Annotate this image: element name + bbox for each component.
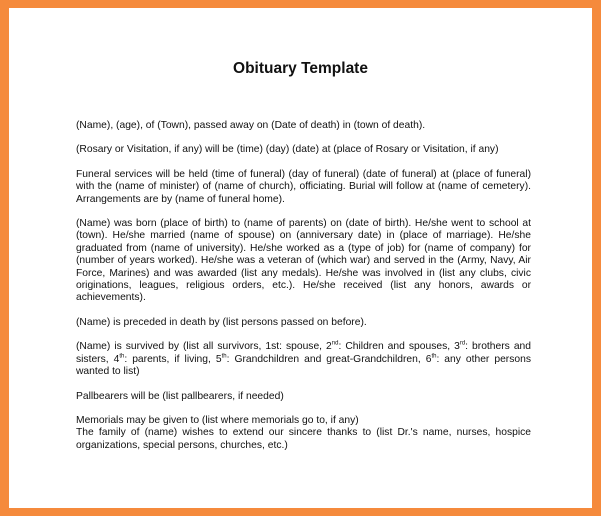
paragraph-pallbearers: Pallbearers will be (list pallbearers, if needed)	[76, 390, 284, 402]
paragraph-family-thanks: The family of (name) wishes to extend our sincere thanks to (list Dr.'s name, nurses, hospice organizations, special persons, churches, etc.)	[76, 427, 531, 451]
survivors-sup-5: th	[431, 353, 437, 360]
survivors-sup-3: th	[119, 353, 125, 360]
paragraph-preceded: (Name) is preceded in death by (list persons passed on before).	[76, 316, 367, 328]
survivors-sup-4: th	[221, 353, 227, 360]
survivors-text-3: : brothers and sisters, 4	[76, 341, 531, 365]
survivors-text-1: (Name) is survived by (list all survivors, 1st: spouse, 2	[76, 341, 332, 353]
paragraph-funeral-services: Funeral services will be held (time of funeral) (day of funeral) (date of funeral) at (place of funeral) with the (name of minister) of (name of church), officiating. Burial will follow at (name of cemetery). Arrangements are by (name of funeral home).	[76, 168, 531, 205]
paragraph-survivors	[76, 341, 531, 378]
paragraph-memorials: Memorials may be given to (list where memorials go to, if any)	[76, 414, 359, 426]
paragraph-death-notice: (Name), (age), of (Town), passed away on (Date of death) in (town of death).	[76, 120, 426, 131]
page-title: Obituary Template	[233, 60, 368, 77]
document-page	[9, 8, 592, 508]
survivors-sup-2: rd	[459, 340, 466, 347]
survivors-text-5: : Grandchildren and great-Grandchildren, 6	[226, 353, 432, 365]
paragraph-biography: (Name) was born (place of birth) to (name of parents) on (date of birth). He/she went to school at (town). He/she married (name of spouse) on (anniversary date) in (place of marriage). He/she graduated from (name of university). He/she worked as a (type of job) for (name of company) for (number of years worked). He/she was a veteran of (which war) and served in the (Army, Navy, Air Force, Marines) and was awarded (list any medals). He/she was involved in (list any clubs, civic originations, leagues, religious orders, etc.). He/she received (list any honors, awards or achievements).	[76, 218, 531, 304]
survivors-text-6: : any other persons wanted to list)	[76, 353, 531, 378]
paragraph-rosary: (Rosary or Visitation, if any) will be (time) (day) (date) at (place of Rosary or Visitation, if any)	[76, 144, 499, 156]
survivors-text-2: : Children and spouses, 3	[338, 341, 460, 353]
survivors-sup-1: nd	[331, 340, 339, 347]
document-body	[76, 120, 531, 452]
survivors-text-4: : parents, if living, 5	[124, 353, 222, 365]
